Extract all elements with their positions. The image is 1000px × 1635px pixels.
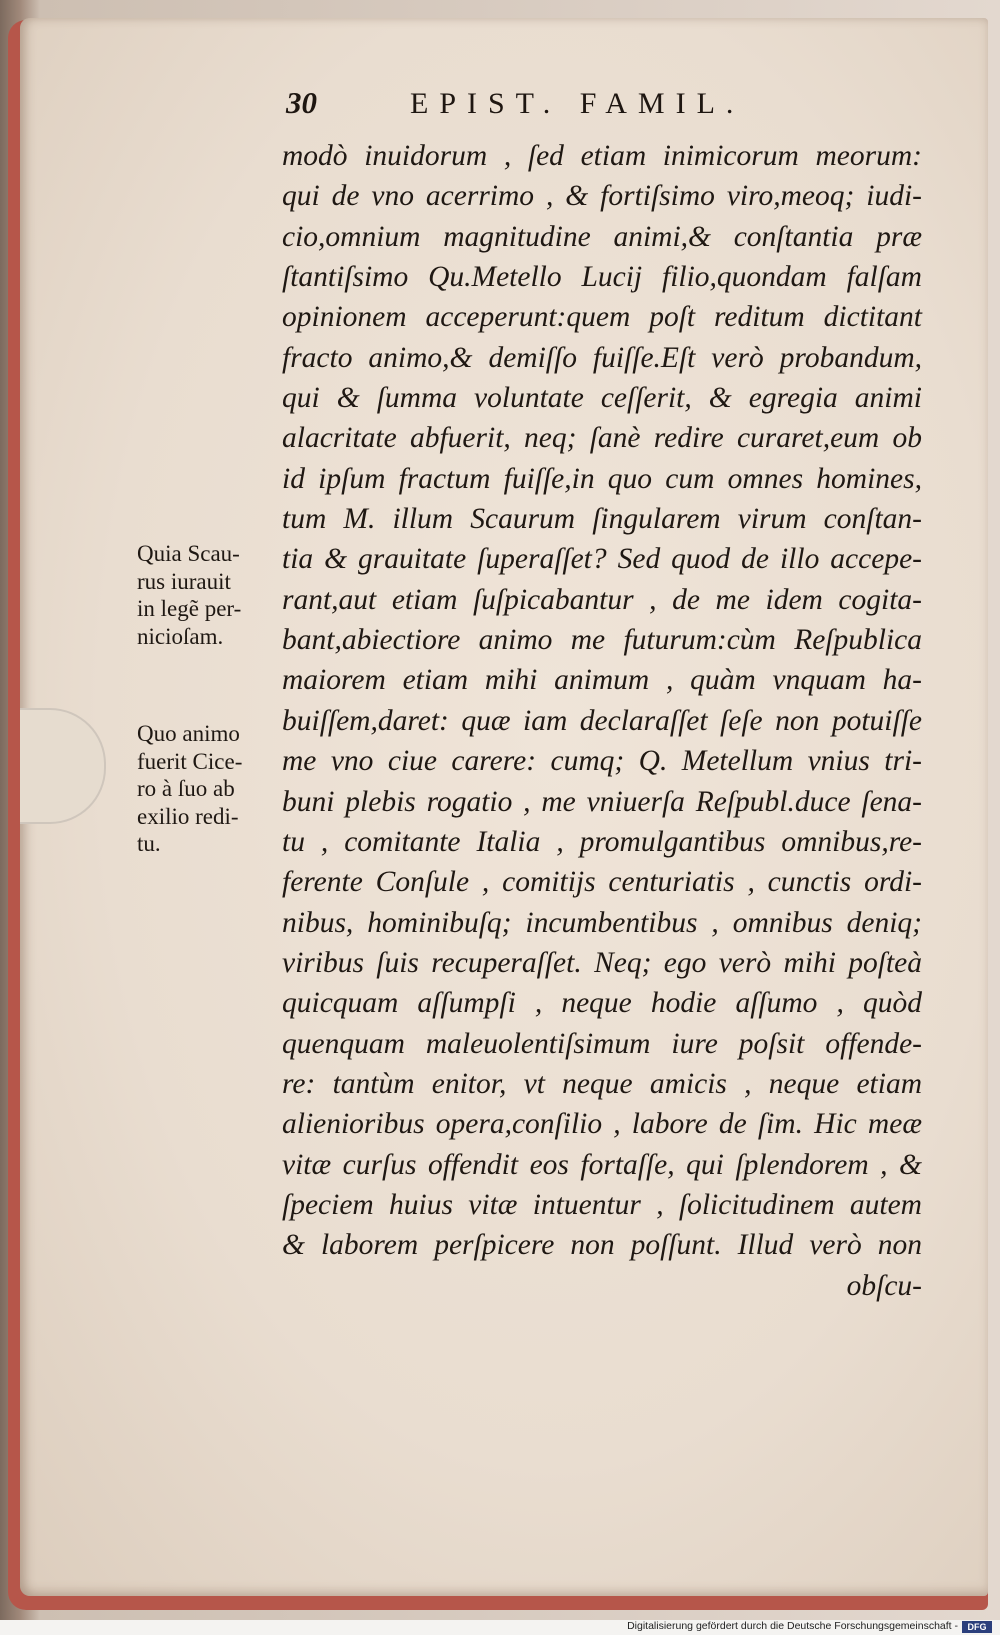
- body-line: cio,omnium magnitudine animi,& conſtantia præ: [282, 220, 922, 253]
- marginal-note-line: in legẽ per-: [137, 596, 242, 621]
- body-line: maiorem etiam mihi animum , quàm vnquam ha-: [282, 664, 922, 697]
- body-line: tia & grauitate ſuperaſſet? Sed quod de illo accepe-: [282, 543, 922, 576]
- body-line: qui & ſumma voluntate ceſſerit, & egregia animi: [282, 382, 922, 415]
- body-line: quicquam aſſumpſi , neque hodie aſſumo , quòd: [282, 987, 922, 1020]
- digitization-credit: Digitalisierung gefördert durch die Deutsche Forschungsgemeinschaft -: [627, 1620, 958, 1632]
- body-line: re: tantùm enitor, vt neque amicis , neque etiam: [282, 1067, 922, 1100]
- body-line: buni plebis rogatio , me vniuerſa Reſpubl.duce ſena-: [282, 785, 922, 818]
- running-head: EPIST. FAMIL.: [410, 87, 745, 120]
- body-line: quenquam maleuolentiſsimum iure poſsit offende-: [282, 1027, 922, 1060]
- marginal-note-line: Quia Scau-: [137, 541, 240, 566]
- body-line: opinionem acceperunt:quem poſt reditum dictitant: [282, 301, 922, 334]
- body-line: fracto animo,& demiſſo fuiſſe.Eſt verò probandum,: [282, 341, 922, 374]
- body-line: nibus, hominibuſq; incumbentibus , omnibus deniq;: [282, 906, 922, 939]
- body-line: tu , comitante Italia , promulgantibus omnibus,re-: [282, 825, 922, 858]
- dfg-logo-icon: DFG: [962, 1621, 992, 1633]
- marginal-note-line: fuerit Cice-: [137, 748, 243, 774]
- body-line: me vno ciue carere: cumq; Q. Metellum vnius tri-: [282, 745, 922, 778]
- body-text: [282, 136, 922, 1306]
- body-line: obſcu-: [846, 1269, 922, 1302]
- body-line: ſpeciem huius vitæ intuentur , ſolicitudinem autem: [282, 1188, 922, 1221]
- body-line: modò inuidorum , ſed etiam inimicorum meorum:: [282, 140, 922, 172]
- body-line: buiſſem,daret: quæ iam declaraſſet ſeſe non potuiſſe: [282, 704, 922, 737]
- body-line: alienioribus opera,conſilio , labore de ſim. Hic meæ: [282, 1108, 922, 1141]
- page-header: [284, 85, 924, 129]
- body-line: ferente Conſule , comitijs centuriatis , cunctis ordi-: [282, 866, 922, 899]
- marginal-note-cicero: [137, 720, 283, 858]
- body-line: qui de vno acerrimo , & fortiſsimo viro,meoq; iudi-: [282, 180, 922, 213]
- marginal-note-line: tu.: [137, 831, 161, 856]
- marginal-note-scaurus: [137, 540, 283, 650]
- body-line: alacritate abfuerit, neq; ſanè redire curaret,eum ob: [282, 422, 922, 455]
- body-line: rant,aut etiam ſuſpicabantur , de me idem cogita-: [282, 583, 922, 616]
- body-line: & laborem perſpicere non poſſunt. Illud verò non: [282, 1229, 922, 1262]
- body-line: id ipſum fractum fuiſſe,in quo cum omnes homines,: [282, 462, 922, 495]
- marginal-note-line: Quo animo: [137, 721, 240, 746]
- page-tab-mark: [20, 708, 106, 824]
- marginal-note-line: ro à ſuo ab: [137, 776, 235, 801]
- page-number: 30: [286, 85, 317, 120]
- body-line: ſtantiſsimo Qu.Metello Lucij filio,quondam falſam: [282, 261, 922, 294]
- marginal-note-line: nicioſam.: [137, 623, 224, 649]
- body-line: vitæ curſus offendit eos fortaſſe, qui ſplendorem , &: [282, 1148, 922, 1181]
- body-line: tum M. illum Scaurum ſingularem virum conſtan-: [282, 503, 922, 536]
- marginal-note-line: rus iurauit: [137, 568, 231, 594]
- marginal-note-line: exilio redi-: [137, 803, 239, 829]
- body-line: bant,abiectiore animo me futurum:cùm Reſpublica: [282, 624, 922, 657]
- body-line: viribus ſuis recuperaſſet. Neq; ego verò mihi poſteà: [282, 946, 922, 979]
